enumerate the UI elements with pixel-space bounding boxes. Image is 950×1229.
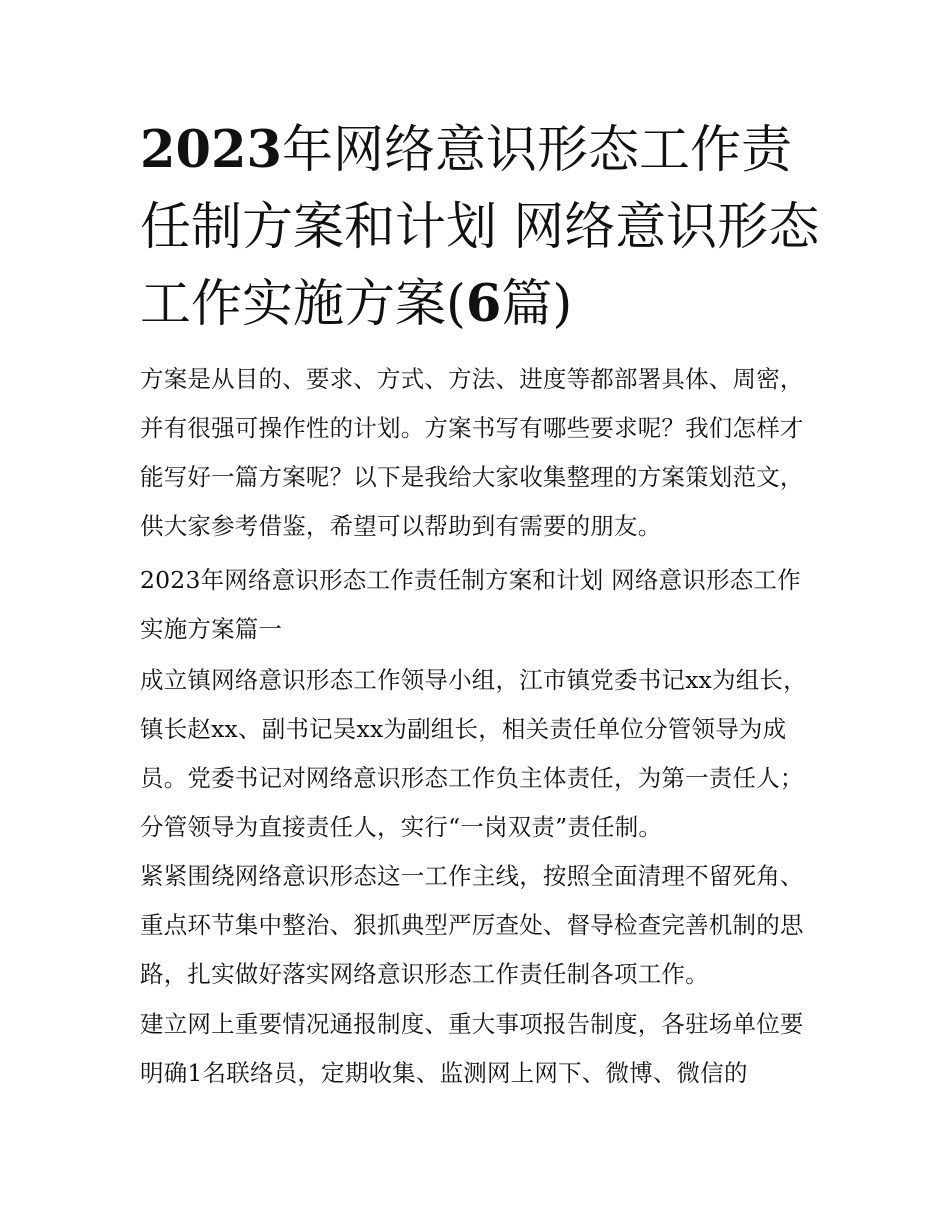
body-paragraph: 紧紧围绕网络意识形态这一工作主线，按照全面清理不留死角、重点环节集中整治、狠抓典型严厉查处、督导检查完善机制的思路，扎实做好落实网络意识形态工作责任制各项工作。	[140, 862, 804, 988]
title-text-part2: 篇)	[501, 275, 573, 334]
body-paragraph: 成立镇网络意识形态工作领导小组，江市镇党委书记xx为组长，镇长赵xx、副书记吴xx为副组长，相关责任单位分管领导为成员。党委书记对网络意识形态工作负主体责任，为第一责任人；分管领导为直接责任人，实行“一岗双责”责任制。	[140, 666, 807, 841]
title-text-part1: 年网络意识形态工作责任制方案和计划 网络意识形态工作实施方案(	[140, 121, 820, 334]
body-paragraph: 建立网上重要情况通报制度、重大事项报告制度，各驻场单位要明确1名联络员，定期收集、监测网上网下、微博、微信的	[140, 1010, 804, 1087]
intro-paragraph: 方案是从目的、要求、方式、方法、进度等都部署具体、周密，并有很强可操作性的计划。方案书写有哪些要求呢？我们怎样才能写好一篇方案呢？以下是我给大家收集整理的方案策划范文，供大家参考借鉴，希望可以帮助到有需要的朋友。	[140, 365, 804, 540]
section-heading: 2023年网络意识形态工作责任制方案和计划 网络意识形态工作实施方案篇一	[140, 566, 801, 643]
document-title	[140, 112, 820, 343]
title-year: 2023	[140, 120, 282, 180]
title-count: 6	[465, 274, 502, 334]
